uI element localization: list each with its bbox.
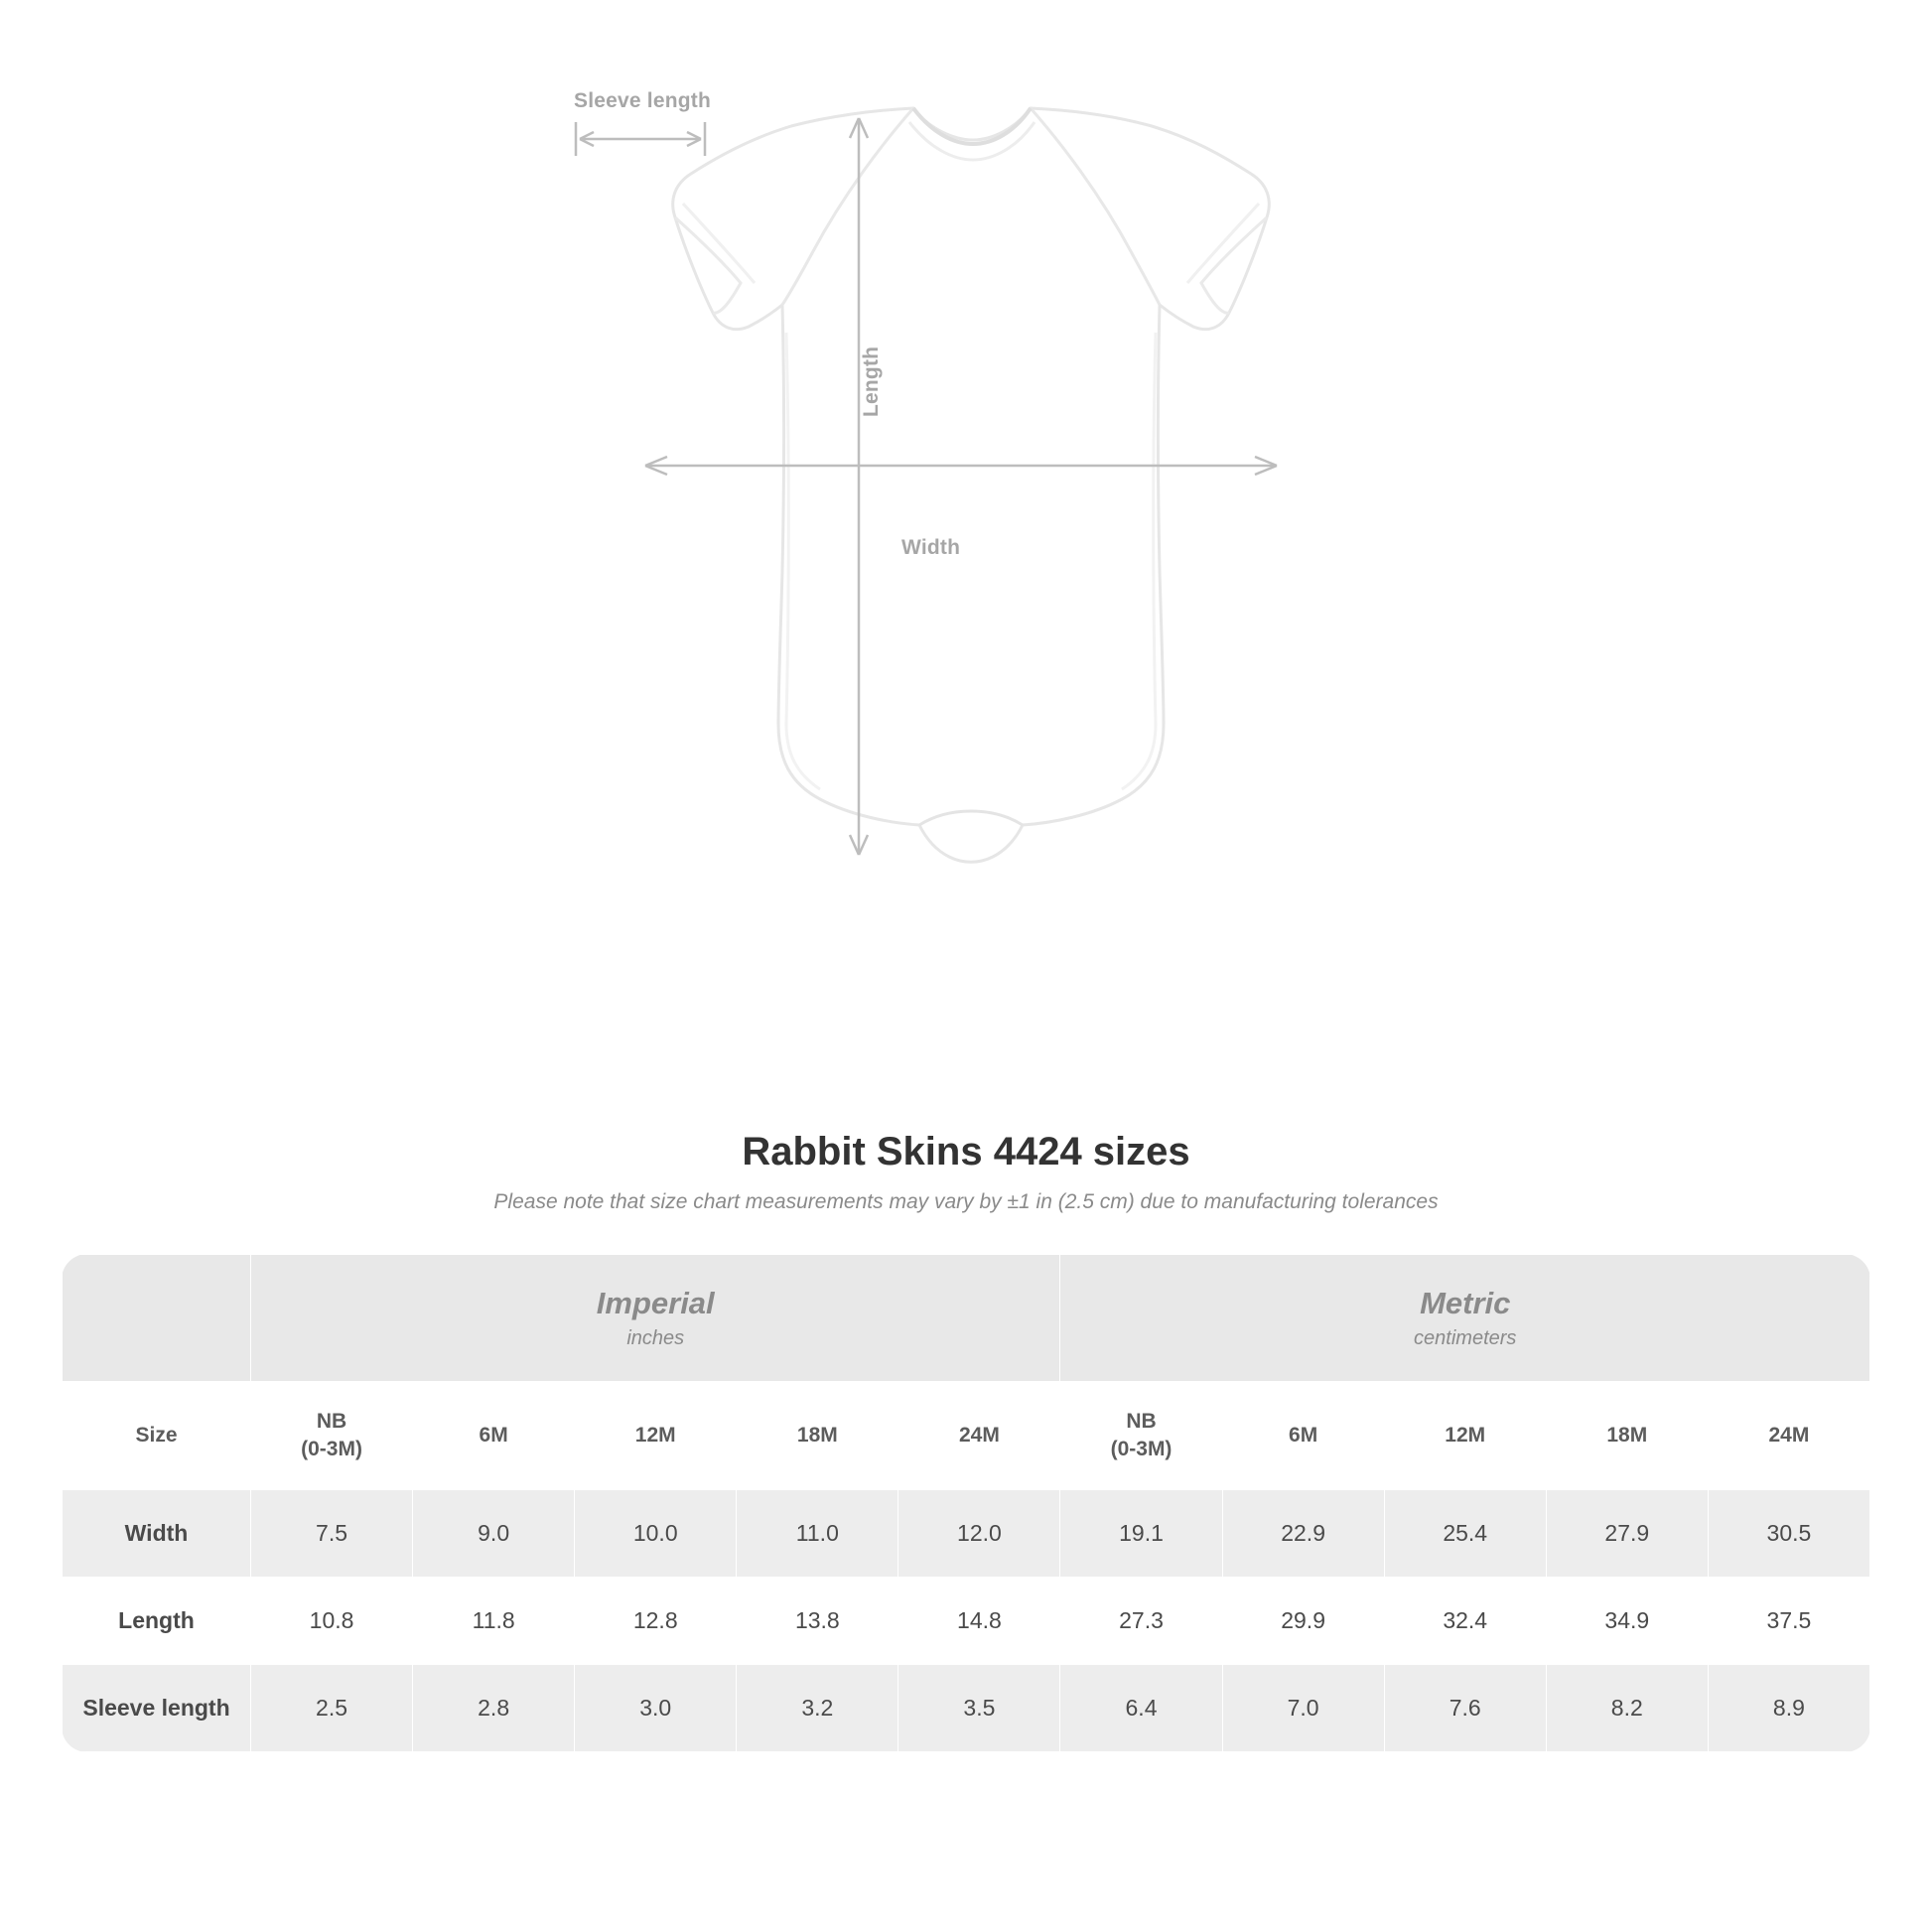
table-row xyxy=(63,1490,1870,1578)
cell-sleeve-imperial-24m: 3.5 xyxy=(898,1665,1060,1752)
cell-length-metric-6m: 29.9 xyxy=(1222,1578,1384,1665)
unit-group-metric-name: Metric xyxy=(1420,1286,1511,1320)
length-dimension-label: Length xyxy=(860,345,883,417)
row-label-sleeve-length: Sleeve length xyxy=(63,1665,251,1752)
cell-sleeve-imperial-18m: 3.2 xyxy=(737,1665,898,1752)
cell-sleeve-metric-6m: 7.0 xyxy=(1222,1665,1384,1752)
sleeve-length-dimension-label: Sleeve length xyxy=(574,89,711,112)
column-header-imperial-12m xyxy=(575,1381,737,1490)
cell-width-metric-18m: 27.9 xyxy=(1546,1490,1708,1578)
column-header-metric-nb-line2: (0-3M) xyxy=(1110,1438,1173,1461)
column-header-metric-12m xyxy=(1384,1381,1546,1490)
column-header-metric-nb-line1: NB xyxy=(1126,1409,1157,1433)
table-row xyxy=(63,1578,1870,1665)
tolerance-note: Please note that size chart measurements may vary by ±1 in (2.5 cm) due to manufacturing tolerances xyxy=(493,1190,1439,1213)
cell-width-imperial-18m: 11.0 xyxy=(737,1490,898,1578)
width-dimension-label: Width xyxy=(901,536,961,559)
cell-length-imperial-12m: 12.8 xyxy=(575,1578,737,1665)
cell-sleeve-metric-18m: 8.2 xyxy=(1546,1665,1708,1752)
cell-width-imperial-12m: 10.0 xyxy=(575,1490,737,1578)
cell-length-metric-nb: 27.3 xyxy=(1060,1578,1222,1665)
cell-width-metric-12m: 25.4 xyxy=(1384,1490,1546,1578)
cell-width-metric-24m: 30.5 xyxy=(1708,1490,1869,1578)
column-header-imperial-nb-line2: (0-3M) xyxy=(301,1438,362,1461)
cell-length-imperial-6m: 11.8 xyxy=(413,1578,575,1665)
column-header-metric-12m-line1: 12M xyxy=(1445,1423,1486,1447)
unit-group-imperial xyxy=(251,1255,1060,1382)
cell-length-imperial-18m: 13.8 xyxy=(737,1578,898,1665)
cell-sleeve-metric-24m: 8.9 xyxy=(1708,1665,1869,1752)
column-header-size-line1: Size xyxy=(135,1423,178,1447)
column-header-metric-6m xyxy=(1222,1381,1384,1490)
bodysuit-shape xyxy=(673,108,1270,862)
column-header-metric-6m-line1: 6M xyxy=(1289,1423,1318,1447)
title-block xyxy=(0,1130,1932,1214)
cell-length-metric-18m: 34.9 xyxy=(1546,1578,1708,1665)
unit-group-imperial-sub: inches xyxy=(626,1326,685,1349)
cell-width-imperial-6m: 9.0 xyxy=(413,1490,575,1578)
cell-width-imperial-24m: 12.0 xyxy=(898,1490,1060,1578)
row-label-length: Length xyxy=(63,1578,251,1665)
cell-sleeve-imperial-6m: 2.8 xyxy=(413,1665,575,1752)
column-header-imperial-24m xyxy=(898,1381,1060,1490)
column-header-metric-18m-line1: 18M xyxy=(1606,1423,1648,1447)
column-header-imperial-nb xyxy=(251,1381,413,1490)
unit-group-metric xyxy=(1060,1255,1870,1382)
cell-length-imperial-nb: 10.8 xyxy=(251,1578,413,1665)
bodysuit-graphic xyxy=(556,104,1380,1067)
size-table xyxy=(62,1254,1870,1752)
column-header-imperial-6m-line1: 6M xyxy=(479,1423,508,1447)
column-header-imperial-12m-line1: 12M xyxy=(634,1423,676,1447)
column-header-imperial-24m-line1: 24M xyxy=(958,1423,1000,1447)
cell-length-metric-12m: 32.4 xyxy=(1384,1578,1546,1665)
table-corner-cell xyxy=(63,1255,251,1382)
column-header-metric-nb xyxy=(1060,1381,1222,1490)
column-header-metric-24m-line1: 24M xyxy=(1768,1423,1810,1447)
size-table-wrapper xyxy=(62,1254,1870,1752)
cell-sleeve-metric-nb: 6.4 xyxy=(1060,1665,1222,1752)
cell-width-metric-nb: 19.1 xyxy=(1060,1490,1222,1578)
cell-width-metric-6m: 22.9 xyxy=(1222,1490,1384,1578)
table-row xyxy=(63,1665,1870,1752)
unit-group-imperial-name: Imperial xyxy=(596,1286,715,1320)
row-label-width: Width xyxy=(63,1490,251,1578)
column-header-metric-24m xyxy=(1708,1381,1869,1490)
unit-group-metric-sub: centimeters xyxy=(1414,1326,1517,1349)
cell-sleeve-imperial-12m: 3.0 xyxy=(575,1665,737,1752)
column-header-imperial-18m-line1: 18M xyxy=(796,1423,838,1447)
column-header-metric-18m xyxy=(1546,1381,1708,1490)
cell-length-imperial-24m: 14.8 xyxy=(898,1578,1060,1665)
unit-header-row xyxy=(63,1255,1870,1382)
column-header-imperial-18m xyxy=(737,1381,898,1490)
cell-sleeve-imperial-nb: 2.5 xyxy=(251,1665,413,1752)
column-header-imperial-nb-line1: NB xyxy=(316,1409,347,1433)
cell-length-metric-24m: 37.5 xyxy=(1708,1578,1869,1665)
cell-width-imperial-nb: 7.5 xyxy=(251,1490,413,1578)
cell-sleeve-metric-12m: 7.6 xyxy=(1384,1665,1546,1752)
column-header-size xyxy=(63,1381,251,1490)
column-header-row xyxy=(63,1381,1870,1490)
column-header-imperial-6m xyxy=(413,1381,575,1490)
page-title: Rabbit Skins 4424 sizes xyxy=(742,1130,1190,1173)
